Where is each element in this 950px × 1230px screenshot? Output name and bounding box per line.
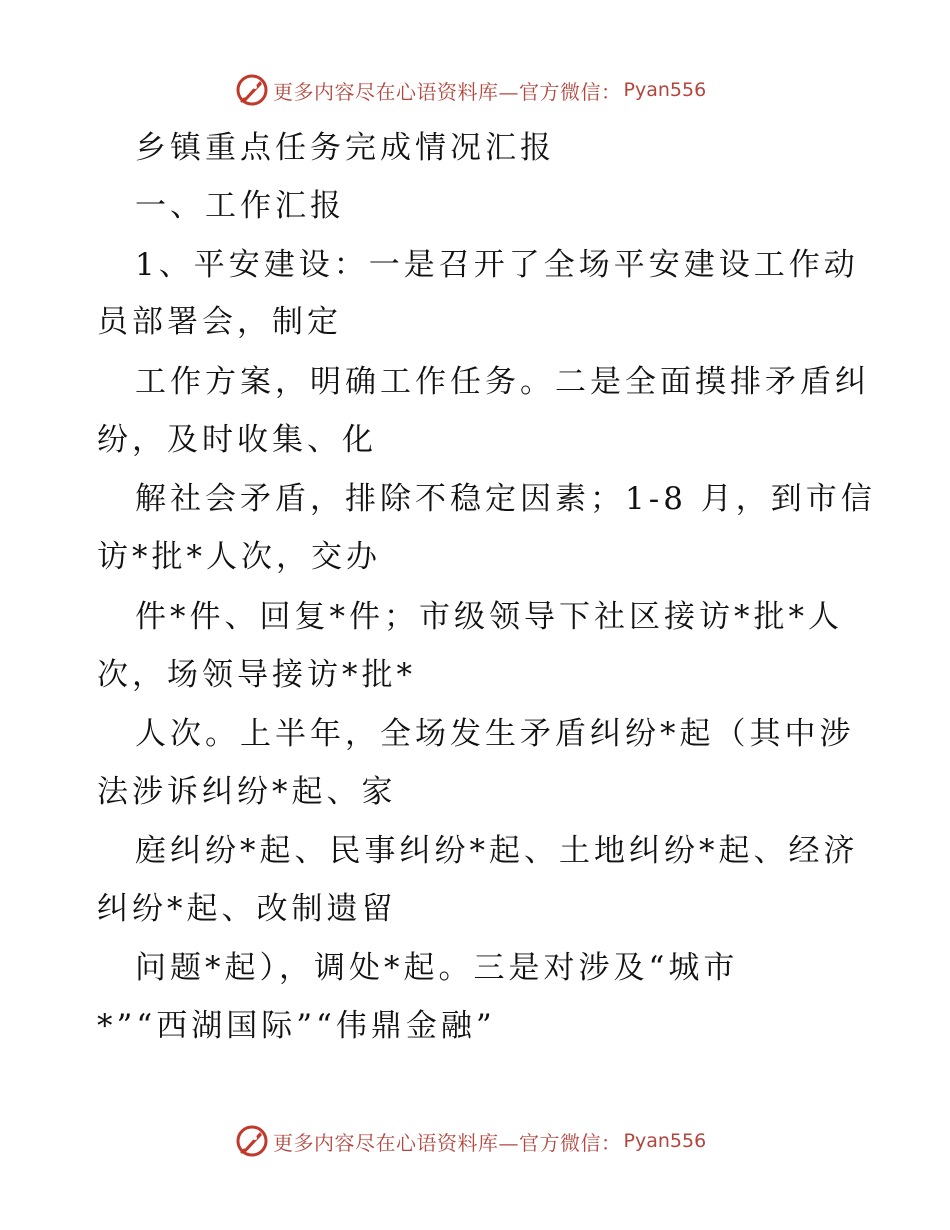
quill-logo-icon [235,1124,269,1158]
paragraph-line: 解社会矛盾，排除不稳定因素；1-8 月，到市信 [135,481,876,517]
section-heading: 一、工作汇报 [135,188,345,224]
footer-watermark [235,1124,706,1158]
paragraph-line: 纠纷*起、改制遗留 [97,891,397,927]
paragraph-line: 工作方案，明确工作任务。二是全面摸排矛盾纠 [135,364,870,400]
document-title: 乡镇重点任务完成情况汇报 [135,130,555,166]
paragraph-line: 人次。上半年，全场发生矛盾纠纷*起（其中涉 [135,716,855,752]
paragraph-line: 次，场领导接访*批* [97,657,416,693]
paragraph-line: 1、平安建设：一是召开了全场平安建设工作动 [135,247,859,283]
paragraph-line: *”“西湖国际”“伟鼎金融” [97,1008,496,1044]
watermark-id: Pyan556 [623,1130,707,1152]
paragraph-line: 问题*起），调处*起。三是对涉及“城市 [135,950,739,986]
watermark-text: 更多内容尽在心语资料库—官方微信： [273,1130,622,1155]
watermark-id: Pyan556 [623,79,707,101]
paragraph-line: 件*件、回复*件；市级领导下社区接访*批*人 [135,599,843,635]
paragraph-line: 员部署会，制定 [97,304,342,340]
paragraph-line: 访*批*人次，交办 [97,539,381,575]
paragraph-line: 纷，及时收集、化 [97,422,377,458]
watermark-text: 更多内容尽在心语资料库—官方微信： [273,79,622,104]
quill-logo-icon [235,73,269,107]
header-watermark [235,73,706,107]
paragraph-line: 庭纠纷*起、民事纠纷*起、土地纠纷*起、经济 [135,833,859,869]
paragraph-line: 法涉诉纠纷*起、家 [97,774,397,810]
